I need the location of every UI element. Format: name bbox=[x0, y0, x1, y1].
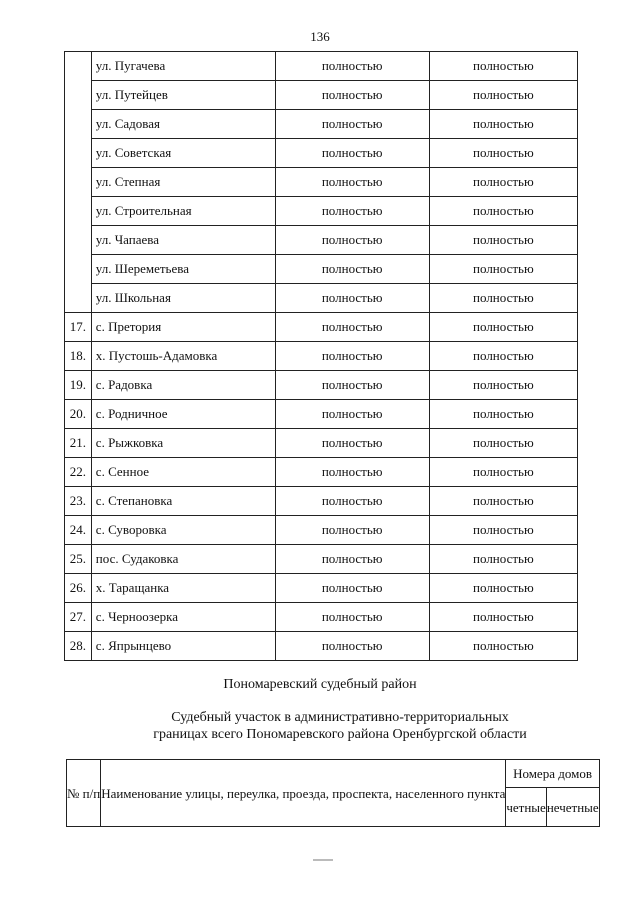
header-houses-cell: Номера домов bbox=[506, 760, 599, 788]
row-number-cell bbox=[65, 255, 92, 284]
row-number-cell: 20. bbox=[65, 400, 92, 429]
row-name-cell: ул. Пугачева bbox=[91, 52, 275, 81]
row-even-cell: полностью bbox=[275, 342, 429, 371]
row-number-cell bbox=[65, 226, 92, 255]
row-even-cell: полностью bbox=[275, 52, 429, 81]
row-even-cell: полностью bbox=[275, 371, 429, 400]
row-even-cell: полностью bbox=[275, 255, 429, 284]
table-row bbox=[65, 226, 578, 255]
table-row bbox=[65, 168, 578, 197]
table-row bbox=[65, 52, 578, 81]
row-even-cell: полностью bbox=[275, 429, 429, 458]
row-odd-cell: полностью bbox=[429, 168, 577, 197]
table-row bbox=[65, 371, 578, 400]
table-row bbox=[65, 400, 578, 429]
row-even-cell: полностью bbox=[275, 487, 429, 516]
row-number-cell: 21. bbox=[65, 429, 92, 458]
row-name-cell: ул. Шереметьева bbox=[91, 255, 275, 284]
new-table-header bbox=[66, 759, 600, 827]
row-name-cell: с. Радовка bbox=[91, 371, 275, 400]
row-odd-cell: полностью bbox=[429, 516, 577, 545]
table-row bbox=[65, 487, 578, 516]
header-num-cell bbox=[67, 760, 101, 827]
row-even-cell: полностью bbox=[275, 197, 429, 226]
row-odd-cell: полностью bbox=[429, 371, 577, 400]
row-odd-cell: полностью bbox=[429, 110, 577, 139]
header-even-cell: четные bbox=[506, 788, 546, 827]
row-number-cell bbox=[65, 52, 92, 81]
row-name-cell: с. Сенное bbox=[91, 458, 275, 487]
row-odd-cell: полностью bbox=[429, 139, 577, 168]
table-row bbox=[65, 81, 578, 110]
page-number: 136 bbox=[310, 29, 330, 44]
row-odd-cell: полностью bbox=[429, 81, 577, 110]
table-row bbox=[65, 197, 578, 226]
row-number-cell: 26. bbox=[65, 574, 92, 603]
row-odd-cell: полностью bbox=[429, 313, 577, 342]
row-even-cell: полностью bbox=[275, 313, 429, 342]
table-row bbox=[65, 429, 578, 458]
row-name-cell: ул. Степная bbox=[91, 168, 275, 197]
table-row bbox=[65, 342, 578, 371]
row-even-cell: полностью bbox=[275, 168, 429, 197]
row-odd-cell: полностью bbox=[429, 400, 577, 429]
row-odd-cell: полностью bbox=[429, 226, 577, 255]
row-name-cell: ул. Строительная bbox=[91, 197, 275, 226]
row-even-cell: полностью bbox=[275, 400, 429, 429]
row-odd-cell: полностью bbox=[429, 603, 577, 632]
row-even-cell: полностью bbox=[275, 516, 429, 545]
row-odd-cell: полностью bbox=[429, 545, 577, 574]
row-odd-cell: полностью bbox=[429, 632, 577, 661]
row-name-cell: х. Пустошь-Адамовка bbox=[91, 342, 275, 371]
row-odd-cell: полностью bbox=[429, 574, 577, 603]
table-row bbox=[65, 516, 578, 545]
row-odd-cell: полностью bbox=[429, 342, 577, 371]
row-odd-cell: полностью bbox=[429, 52, 577, 81]
row-even-cell: полностью bbox=[275, 110, 429, 139]
row-name-cell: ул. Садовая bbox=[91, 110, 275, 139]
row-number-cell bbox=[65, 197, 92, 226]
row-number-cell bbox=[65, 284, 92, 313]
row-number-cell: 25. bbox=[65, 545, 92, 574]
row-name-cell: ул. Советская bbox=[91, 139, 275, 168]
header-odd-cell: нечетные bbox=[546, 788, 599, 827]
settlements-table-body bbox=[65, 52, 578, 661]
header-row-1 bbox=[67, 760, 600, 788]
row-odd-cell: полностью bbox=[429, 284, 577, 313]
row-number-cell bbox=[65, 168, 92, 197]
settlements-table bbox=[64, 51, 578, 661]
header-name-text: Наименование улицы, переулка, проезда, проспекта, населенного пункта bbox=[101, 785, 506, 801]
table-row bbox=[65, 284, 578, 313]
row-name-cell: ул. Школьная bbox=[91, 284, 275, 313]
row-even-cell: полностью bbox=[275, 574, 429, 603]
row-number-cell: 22. bbox=[65, 458, 92, 487]
row-number-cell bbox=[65, 81, 92, 110]
row-name-cell: ул. Путейцев bbox=[91, 81, 275, 110]
row-even-cell: полностью bbox=[275, 81, 429, 110]
row-even-cell: полностью bbox=[275, 458, 429, 487]
table-row bbox=[65, 110, 578, 139]
table-row bbox=[65, 458, 578, 487]
row-number-cell: 18. bbox=[65, 342, 92, 371]
header-num-text: № п/п bbox=[67, 785, 101, 801]
table-row bbox=[65, 313, 578, 342]
row-odd-cell: полностью bbox=[429, 429, 577, 458]
row-name-cell: с. Рыжковка bbox=[91, 429, 275, 458]
row-name-cell: с. Претория bbox=[91, 313, 275, 342]
table-row bbox=[65, 632, 578, 661]
row-name-cell: с. Япрынцево bbox=[91, 632, 275, 661]
row-odd-cell: полностью bbox=[429, 197, 577, 226]
table-row bbox=[65, 574, 578, 603]
row-number-cell bbox=[65, 139, 92, 168]
row-name-cell: ул. Чапаева bbox=[91, 226, 275, 255]
row-number-cell: 17. bbox=[65, 313, 92, 342]
row-odd-cell: полностью bbox=[429, 487, 577, 516]
row-number-cell bbox=[65, 110, 92, 139]
row-even-cell: полностью bbox=[275, 284, 429, 313]
precinct-title: Судебный участок в административно-территориальных границах всего Пономаревского района Оренбургской области bbox=[153, 710, 527, 742]
row-number-cell: 23. bbox=[65, 487, 92, 516]
row-name-cell: с. Суворовка bbox=[91, 516, 275, 545]
row-even-cell: полностью bbox=[275, 603, 429, 632]
row-name-cell: х. Таращанка bbox=[91, 574, 275, 603]
footer-mark bbox=[313, 859, 333, 861]
row-odd-cell: полностью bbox=[429, 255, 577, 284]
row-name-cell: с. Степановка bbox=[91, 487, 275, 516]
row-even-cell: полностью bbox=[275, 632, 429, 661]
row-number-cell: 28. bbox=[65, 632, 92, 661]
row-odd-cell: полностью bbox=[429, 458, 577, 487]
row-number-cell: 27. bbox=[65, 603, 92, 632]
row-even-cell: полностью bbox=[275, 226, 429, 255]
header-name-cell bbox=[101, 760, 506, 827]
row-number-cell: 24. bbox=[65, 516, 92, 545]
table-row bbox=[65, 603, 578, 632]
district-title: Пономаревский судебный район bbox=[223, 677, 417, 692]
row-number-cell: 19. bbox=[65, 371, 92, 400]
row-even-cell: полностью bbox=[275, 139, 429, 168]
row-name-cell: пос. Судаковка bbox=[91, 545, 275, 574]
row-even-cell: полностью bbox=[275, 545, 429, 574]
row-name-cell: с. Черноозерка bbox=[91, 603, 275, 632]
row-name-cell: с. Родничное bbox=[91, 400, 275, 429]
table-row bbox=[65, 255, 578, 284]
table-row bbox=[65, 545, 578, 574]
table-row bbox=[65, 139, 578, 168]
